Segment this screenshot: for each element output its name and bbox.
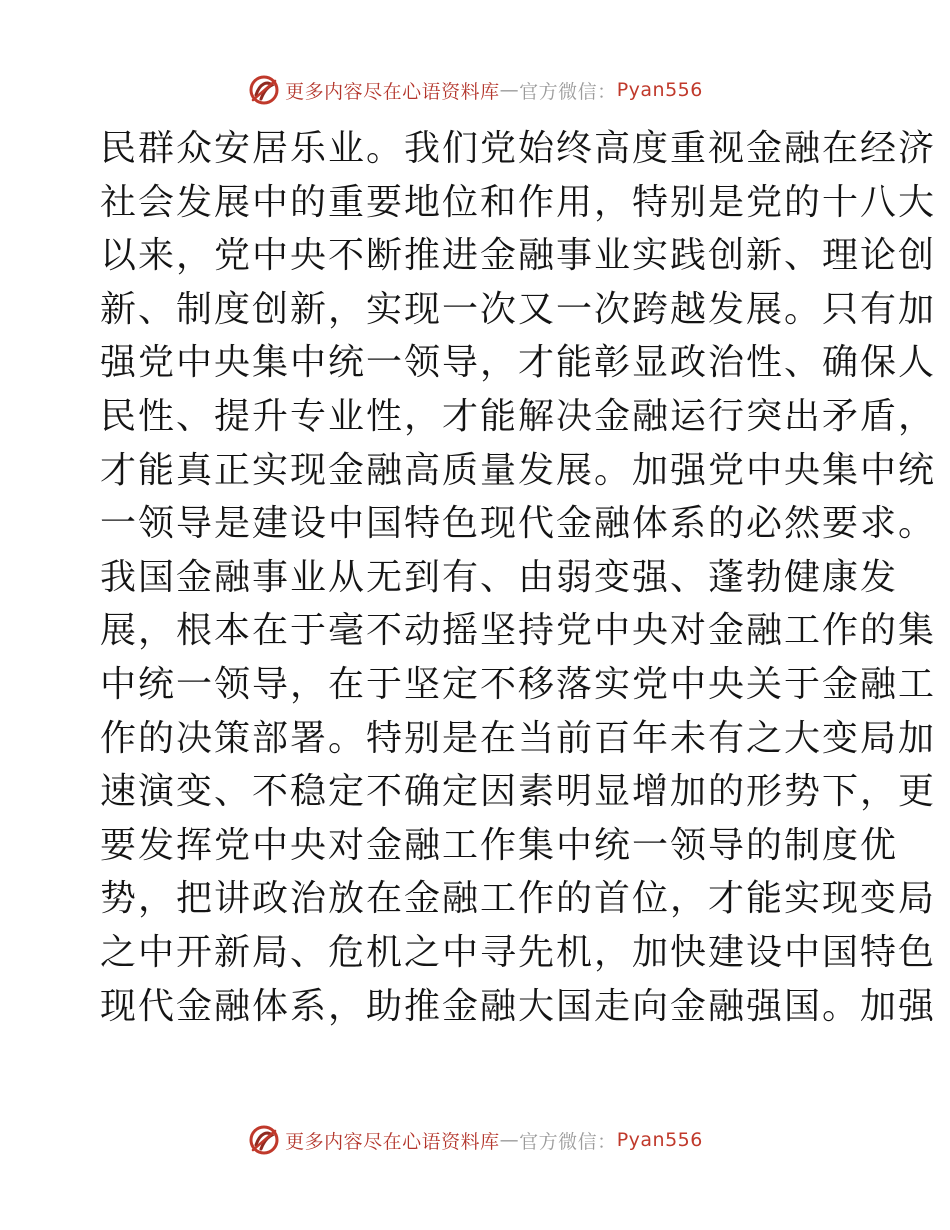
watermark-wechat-label: 官方微信： [519,80,617,103]
body-line-11: 中统一领导，在于坚定不移落实党中央关于金融工 [100,663,937,705]
body-line-1: 民群众安居乐业。我们党始终高度重视金融在经济 [100,128,937,169]
body-line-7: 才能真正实现金融高质量发展。加强党中央集中统 [100,449,937,491]
body-line-9: 我国金融事业从无到有、由弱变强、蓬勃健康发 [100,556,899,598]
body-line-14: 要发挥党中央对金融工作集中统一领导的制度优 [100,824,899,866]
body-paragraph [100,122,937,1033]
body-line-2: 社会发展中的重要地位和作用，特别是党的十八大 [100,181,937,223]
body-line-8: 一领导是建设中国特色现代金融体系的必然要求。 [100,503,937,545]
body-line-13: 速演变、不稳定不确定因素明显增加的形势下，更 [100,771,937,813]
watermark-wechat-id: Pyan556 [616,79,703,101]
body-line-12: 作的决策部署。特别是在当前百年未有之大变局加 [100,717,937,759]
watermark-dash: — [499,79,520,101]
header-watermark [0,70,950,110]
signature-logo-icon [247,73,281,107]
body-line-6: 民性、提升专业性，才能解决金融运行突出矛盾， [100,395,937,437]
watermark-dash: — [499,1129,520,1151]
body-line-10: 展，根本在于毫不动摇坚持党中央对金融工作的集 [100,610,937,652]
watermark-site-text: 更多内容尽在心语资料库 [285,80,500,103]
footer-watermark [0,1120,950,1160]
body-line-17: 现代金融体系，助推金融大国走向金融强国。加强 [100,985,937,1027]
body-line-5: 强党中央集中统一领导，才能彰显政治性、确保人 [100,342,937,384]
signature-logo-icon [247,1123,281,1157]
body-line-15: 势，把讲政治放在金融工作的首位，才能实现变局 [100,878,937,920]
watermark-wechat-id: Pyan556 [616,1129,703,1151]
watermark-site-text: 更多内容尽在心语资料库 [285,1130,500,1153]
body-line-3: 以来，党中央不断推进金融事业实践创新、理论创 [100,235,937,277]
watermark-wechat-label: 官方微信： [519,1130,617,1153]
body-line-4: 新、制度创新，实现一次又一次跨越发展。只有加 [100,288,937,330]
body-line-16: 之中开新局、危机之中寻先机，加快建设中国特色 [100,931,937,973]
